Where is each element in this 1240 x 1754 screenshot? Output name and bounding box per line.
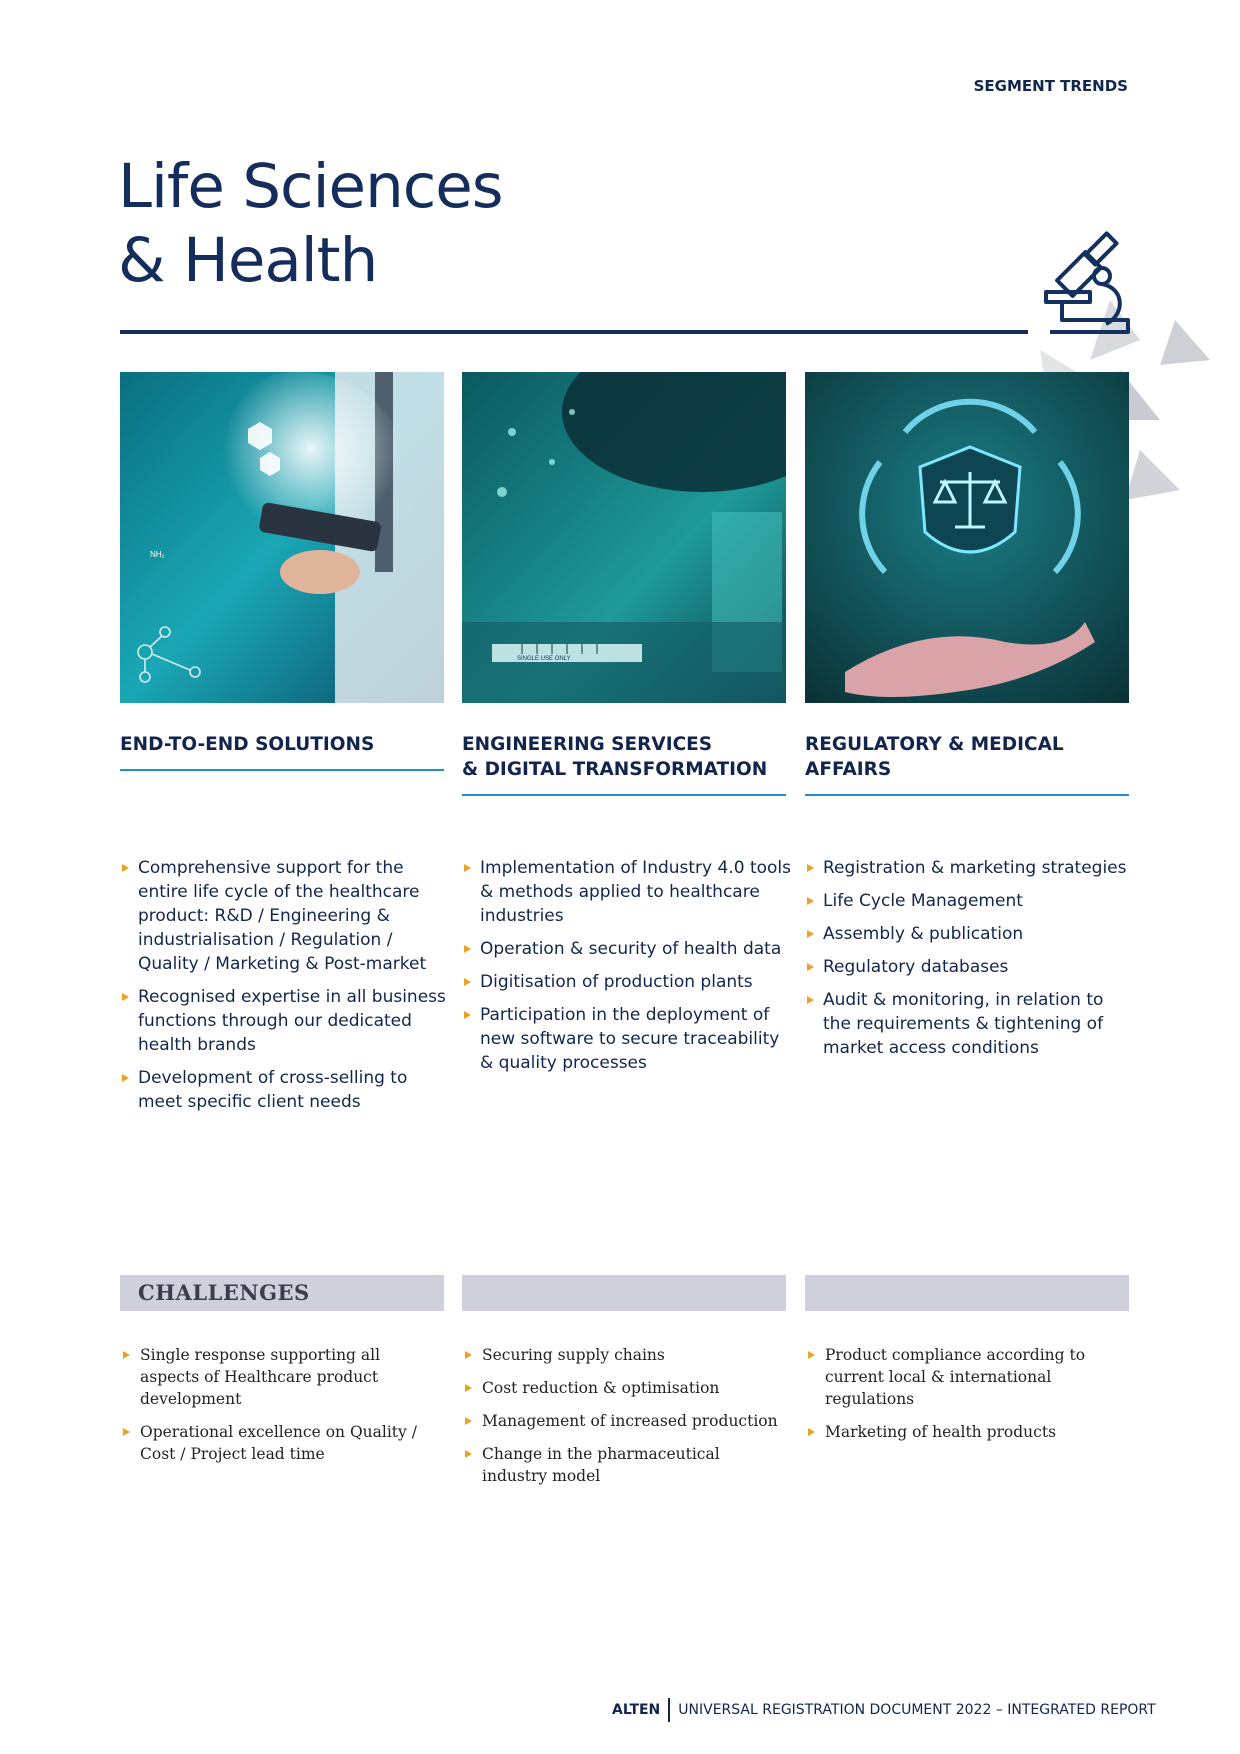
heading-line: ENGINEERING SERVICES xyxy=(462,734,713,755)
photo-regulatory-scales xyxy=(805,372,1129,703)
title-divider xyxy=(120,330,1028,334)
page-title xyxy=(118,150,503,298)
list-item: Registration & marketing strategies xyxy=(805,856,1135,880)
list-item: Audit & monitoring, in relation to the requirements & tightening of market access conditions xyxy=(805,988,1135,1060)
list-item: Life Cycle Management xyxy=(805,889,1135,913)
list-item: Assembly & publication xyxy=(805,922,1135,946)
column-heading-regulatory xyxy=(805,732,1129,796)
column-heading-engineering xyxy=(462,732,786,796)
challenges-bar xyxy=(120,1275,444,1311)
list-item: Securing supply chains xyxy=(462,1344,782,1366)
list-item: Development of cross-selling to meet specific client needs xyxy=(120,1066,456,1114)
heading-underline xyxy=(120,769,444,771)
list-item: Change in the pharmaceutical industry model xyxy=(462,1443,782,1487)
column-heading-end-to-end xyxy=(120,732,444,771)
footer-separator xyxy=(668,1698,670,1722)
list-item: Participation in the deployment of new software to secure traceability & quality processes xyxy=(462,1003,796,1075)
photo-microscope-syringe xyxy=(462,372,786,703)
end-to-end-list xyxy=(120,856,456,1123)
list-item: Operational excellence on Quality / Cost / Project lead time xyxy=(120,1421,440,1465)
footer-document: UNIVERSAL REGISTRATION DOCUMENT 2022 – INTEGRATED REPORT xyxy=(678,1702,1156,1718)
challenges-list-3 xyxy=(805,1344,1125,1454)
photo-doctor-tablet xyxy=(120,372,444,703)
list-item: Management of increased production xyxy=(462,1410,782,1432)
heading-underline xyxy=(462,794,786,796)
heading-line: & DIGITAL TRANSFORMATION xyxy=(462,759,768,780)
heading-line: AFFAIRS xyxy=(805,759,892,780)
list-item: Recognised expertise in all business functions through our dedicated health brands xyxy=(120,985,456,1057)
syringe-label: SINGLE USE ONLY xyxy=(517,656,571,662)
heading-line: END-TO-END SOLUTIONS xyxy=(120,734,375,755)
heading-underline xyxy=(805,794,1129,796)
engineering-list xyxy=(462,856,796,1084)
list-item: Marketing of health products xyxy=(805,1421,1125,1443)
page-title-line1: Life Sciences xyxy=(118,151,503,222)
challenges-list-1 xyxy=(120,1344,440,1476)
list-item: Product compliance according to current local & international regulations xyxy=(805,1344,1125,1410)
list-item: Digitisation of production plants xyxy=(462,970,796,994)
list-item: Cost reduction & optimisation xyxy=(462,1377,782,1399)
footer-brand: ALTEN xyxy=(612,1702,661,1718)
segment-label: SEGMENT TRENDS xyxy=(973,77,1128,95)
list-item: Comprehensive support for the entire life cycle of the healthcare product: R&D / Engineering & industrialisation / Regulation / Quality / Marketing & Post-market xyxy=(120,856,456,976)
challenges-label: CHALLENGES xyxy=(138,1280,310,1305)
challenges-bar xyxy=(805,1275,1129,1311)
list-item: Operation & security of health data xyxy=(462,937,796,961)
regulatory-list xyxy=(805,856,1135,1069)
list-item: Single response supporting all aspects of Healthcare product development xyxy=(120,1344,440,1410)
molecule-label: NH₂ xyxy=(150,550,165,559)
page-footer xyxy=(612,1698,1156,1722)
challenges-bar xyxy=(462,1275,786,1311)
heading-line: REGULATORY & MEDICAL xyxy=(805,734,1064,755)
challenges-list-2 xyxy=(462,1344,782,1498)
list-item: Regulatory databases xyxy=(805,955,1135,979)
page-title-line2: & Health xyxy=(118,225,378,296)
list-item: Implementation of Industry 4.0 tools & methods applied to healthcare industries xyxy=(462,856,796,928)
microscope-icon xyxy=(1040,228,1136,338)
